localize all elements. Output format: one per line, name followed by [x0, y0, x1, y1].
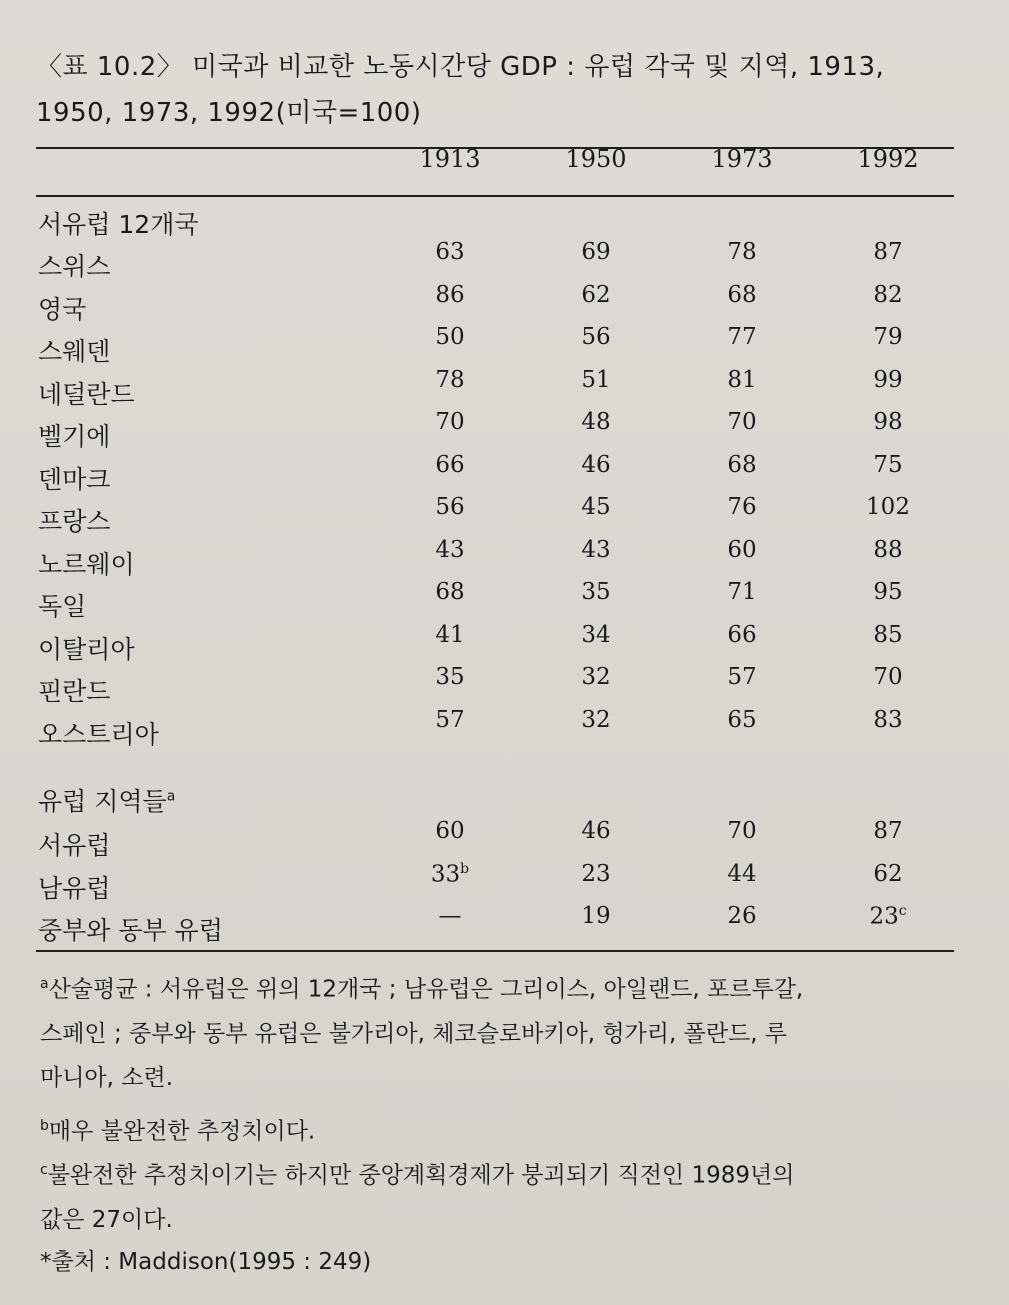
- cell-text: 45: [581, 494, 611, 520]
- cell-text: 66: [435, 451, 465, 478]
- group-label-european-regions: [38, 782, 175, 818]
- cell-text: 68: [727, 281, 757, 308]
- table-row-country-value: [843, 367, 933, 393]
- table-row-country-value: [843, 452, 933, 478]
- table-row-country-value: [697, 282, 787, 308]
- table-row-country-value: [551, 324, 641, 350]
- cell-text: 68: [727, 451, 757, 478]
- cell-text: 83: [873, 706, 903, 733]
- table-row-region-value: [551, 861, 641, 887]
- table-row-country-value: [405, 452, 495, 478]
- table-row-country-value: [405, 664, 495, 690]
- cell-text: 102: [866, 494, 910, 520]
- table-row-country-label: 프랑스: [38, 507, 111, 536]
- table-row-country-value: [697, 622, 787, 648]
- table-row-country-label: 이탈리아: [38, 634, 135, 664]
- table-row-country-value: [551, 664, 641, 690]
- group-label-western-europe-12: 서유럽 12개국: [38, 210, 199, 239]
- cell-text: 62: [873, 860, 903, 887]
- cell-text: 60: [727, 536, 757, 563]
- cell-text: 86: [435, 281, 465, 308]
- table-row-country-value: [405, 579, 495, 605]
- cell-text: 33: [430, 861, 461, 888]
- footnote-a-line-2: 스페인 ; 중부와 동부 유럽은 불가리아, 체코슬로바키아, 헝가리, 폴란드, 루: [40, 1020, 788, 1047]
- cell-text: —: [438, 903, 462, 929]
- cell-text: 70: [727, 818, 757, 844]
- table-row-region-label: 중부와 동부 유럽: [38, 916, 223, 945]
- table-row-country-value: [697, 537, 787, 563]
- cell-text: 99: [873, 366, 903, 393]
- cell-text: 48: [581, 409, 611, 435]
- table-title-line-1: 〈표 10.2〉 미국과 비교한 노동시간당 GDP : 유럽 각국 및 지역, 1913,: [36, 52, 885, 82]
- column-header-1992: 1992: [857, 145, 919, 173]
- table-bottom-rule: [36, 950, 954, 952]
- table-row-country-value: [551, 707, 641, 733]
- table-row-country-value: [551, 579, 641, 605]
- footnote-a-line-1: 산술평균 : 서유럽은 위의 12개국 ; 남유럽은 그리이스, 아일랜드, 포르투갈,: [48, 976, 804, 1003]
- cell-text: 35: [435, 664, 465, 690]
- table-row-region-value: [697, 818, 787, 844]
- table-row-country-value: [405, 282, 495, 308]
- table-title: [36, 44, 966, 136]
- footnote-a-marker: a: [40, 976, 49, 992]
- source-note: *출처 : Maddison(1995 : 249): [40, 1249, 372, 1275]
- cell-text: 62: [581, 281, 611, 308]
- footnote-a-line-3: 마니아, 소련.: [40, 1064, 174, 1091]
- table-row-region-value: [843, 903, 933, 930]
- table-row-country-value: [697, 494, 787, 520]
- table-row-country-value: [843, 409, 933, 435]
- table-top-rule: [36, 147, 954, 149]
- table-row-region-value: [843, 818, 933, 844]
- footnote-b-marker: b: [40, 1118, 49, 1134]
- table-row-region-value: [843, 861, 933, 887]
- table-row-country-value: [551, 239, 641, 265]
- table-row-country-value: [843, 707, 933, 733]
- cell-text: 32: [581, 664, 611, 690]
- column-header-1913: 1913: [419, 145, 481, 173]
- cell-text: 69: [581, 239, 611, 265]
- table-row-country-value: [843, 324, 933, 350]
- table-row-country-value: [405, 367, 495, 393]
- cell-text: 95: [873, 579, 903, 605]
- cell-text: 77: [727, 324, 757, 350]
- cell-text: 76: [727, 494, 757, 520]
- table-row-country-value: [697, 579, 787, 605]
- cell-text: 65: [727, 706, 757, 733]
- table-row-country-value: [405, 324, 495, 350]
- cell-text: 46: [581, 451, 611, 478]
- footnote-c-line-2: 값은 27이다.: [40, 1206, 173, 1233]
- table-row-country-label: 독일: [38, 592, 87, 621]
- cell-text: 23: [581, 860, 611, 887]
- cell-text: 43: [435, 536, 465, 563]
- cell-text: 56: [435, 494, 465, 520]
- cell-text: 79: [873, 324, 903, 350]
- table-row-country-value: [697, 409, 787, 435]
- table-row-country-value: [843, 579, 933, 605]
- table-row-country-value: [843, 239, 933, 265]
- footnote-c-line-1: 불완전한 추정치이기는 하지만 중앙계획경제가 붕괴되기 직전인 1989년의: [47, 1162, 795, 1189]
- cell-text: 88: [873, 536, 903, 563]
- cell-text: 66: [727, 621, 757, 648]
- table-row-country-value: [405, 409, 495, 435]
- cell-text: 70: [435, 409, 465, 435]
- cell-text: 56: [581, 324, 611, 350]
- footnote-b-text: 매우 불완전한 추정치이다.: [48, 1118, 316, 1145]
- footnote-c-marker: c: [40, 1162, 48, 1178]
- table-row-region-value: [551, 818, 641, 844]
- table-row-country-value: [551, 282, 641, 308]
- column-header-1973: 1973: [711, 145, 773, 173]
- cell-text: 44: [727, 860, 757, 887]
- table-row-region-value: [551, 903, 641, 929]
- table-row-country-value: [405, 707, 495, 733]
- cell-text: 19: [581, 903, 611, 929]
- cell-text: 71: [727, 579, 757, 605]
- table-row-country-value: [551, 409, 641, 435]
- cell-text: 87: [873, 818, 903, 844]
- table-row-country-label: 스위스: [38, 252, 111, 281]
- footnote-marker-a: a: [166, 788, 176, 805]
- table-row-country-value: [551, 494, 641, 520]
- cell-text: 85: [873, 621, 903, 648]
- footnote-marker: c: [898, 903, 907, 919]
- cell-text: 78: [435, 366, 465, 393]
- cell-text: 51: [581, 366, 611, 393]
- column-header-1950: 1950: [565, 145, 627, 173]
- table-row-country-label: 핀란드: [38, 677, 111, 706]
- table-row-region-value: [697, 903, 787, 929]
- table-row-country-value: [405, 622, 495, 648]
- cell-text: 78: [727, 239, 757, 265]
- cell-text: 63: [435, 239, 465, 265]
- cell-text: 98: [873, 409, 903, 435]
- table-row-country-label: 영국: [38, 294, 87, 324]
- table-row-country-value: [697, 239, 787, 265]
- cell-text: 87: [873, 239, 903, 265]
- table-row-region-label: 남유럽: [38, 873, 111, 903]
- table-row-country-value: [843, 537, 933, 563]
- table-row-country-value: [843, 282, 933, 308]
- cell-text: 46: [581, 818, 611, 844]
- cell-text: 35: [581, 579, 611, 605]
- cell-text: 43: [581, 536, 611, 563]
- table-row-country-value: [405, 239, 495, 265]
- cell-text: 70: [727, 409, 757, 435]
- header-rule: [36, 195, 954, 197]
- table-title-line-2: 1950, 1973, 1992(미국=100): [36, 98, 422, 128]
- table-row-country-label: 덴마크: [38, 464, 111, 494]
- footnote-b: [40, 1104, 960, 1154]
- cell-text: 60: [435, 818, 465, 844]
- cell-text: 57: [435, 706, 465, 733]
- table-row-region-label: 서유럽: [38, 831, 111, 860]
- table-row-country-label: 네덜란드: [38, 379, 135, 409]
- cell-text: 75: [873, 451, 903, 478]
- cell-text: 34: [581, 621, 611, 648]
- footnote-marker: b: [460, 860, 470, 877]
- table-row-country-value: [551, 622, 641, 648]
- footnote-c: [40, 1148, 960, 1242]
- table-row-country-value: [697, 452, 787, 478]
- table-row-region-value: [405, 903, 495, 929]
- table-row-country-label: 벨기에: [38, 422, 111, 451]
- table-row-country-label: 오스트리아: [38, 719, 159, 749]
- cell-text: 81: [727, 366, 757, 393]
- cell-text: 70: [873, 664, 903, 690]
- table-row-country-label: 스웨덴: [38, 337, 111, 366]
- table-row-country-value: [551, 367, 641, 393]
- table-row-country-value: [697, 324, 787, 350]
- cell-text: 68: [435, 579, 465, 605]
- table-row-country-value: [843, 664, 933, 690]
- table-row-country-value: [697, 664, 787, 690]
- group-label-text: 유럽 지역들: [38, 787, 167, 816]
- cell-text: 32: [581, 706, 611, 733]
- cell-text: 82: [873, 281, 903, 308]
- table-row-country-value: [697, 707, 787, 733]
- table-row-country-value: [843, 494, 933, 520]
- cell-text: 57: [727, 664, 757, 690]
- cell-text: 50: [435, 324, 465, 350]
- table-row-country-value: [697, 367, 787, 393]
- cell-text: 26: [727, 903, 757, 929]
- table-row-country-value: [551, 537, 641, 563]
- table-row-region-value: [697, 861, 787, 887]
- table-row-country-value: [405, 494, 495, 520]
- table-row-country-label: 노르웨이: [38, 549, 135, 579]
- table-row-country-value: [843, 622, 933, 648]
- cell-text: 23: [869, 903, 899, 930]
- table-row-country-value: [551, 452, 641, 478]
- table-row-region-value: [405, 861, 495, 888]
- table-row-country-value: [405, 537, 495, 563]
- footnote-a: [40, 962, 960, 1100]
- table-row-region-value: [405, 818, 495, 844]
- cell-text: 41: [435, 621, 465, 648]
